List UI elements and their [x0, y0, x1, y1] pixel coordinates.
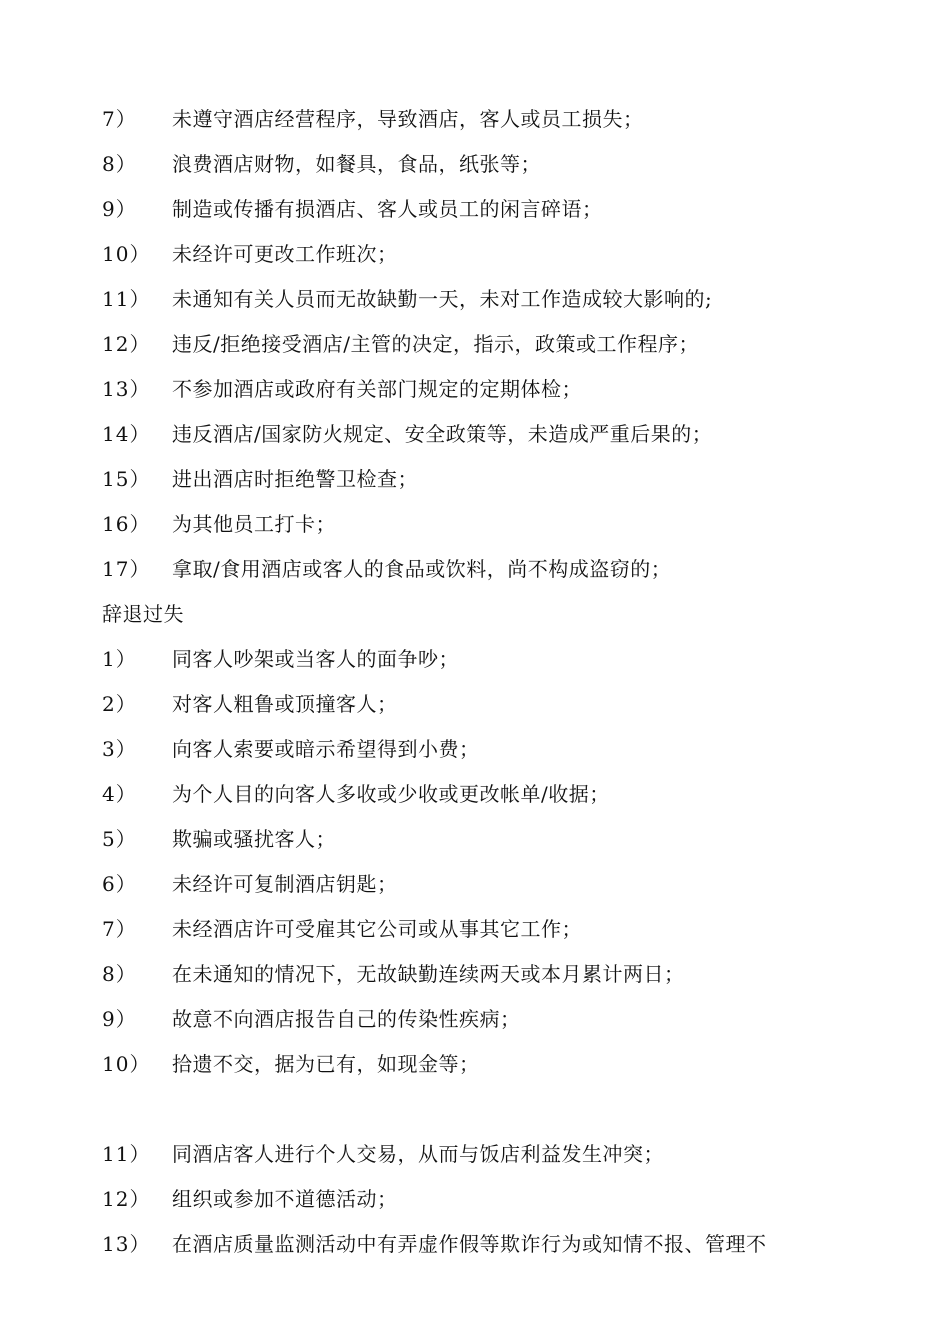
- item-number: 8）: [102, 152, 137, 176]
- item-number: 13）: [102, 377, 151, 401]
- item-number: 11）: [102, 1142, 151, 1166]
- item-text: 组织或参加不道德活动；: [172, 1187, 398, 1211]
- list-item: [102, 1042, 890, 1087]
- section-heading: 辞退过失: [102, 602, 184, 626]
- item-number: 14）: [102, 422, 151, 446]
- item-text: 未经酒店许可受雇其它公司或从事其它工作；: [172, 917, 582, 941]
- list-item: [102, 952, 890, 997]
- list-item: [102, 637, 890, 682]
- list-item: [102, 817, 890, 862]
- item-number: 7）: [102, 107, 137, 131]
- item-number: 3）: [102, 737, 137, 761]
- item-text: 不参加酒店或政府有关部门规定的定期体检；: [172, 377, 582, 401]
- item-text: 未经许可更改工作班次；: [172, 242, 398, 266]
- item-number: 16）: [102, 512, 151, 536]
- item-number: 12）: [102, 332, 151, 356]
- item-number: 10）: [102, 1052, 151, 1076]
- item-number: 6）: [102, 872, 137, 896]
- item-text: 向客人索要或暗示希望得到小费；: [172, 737, 480, 761]
- item-number: 5）: [102, 827, 137, 851]
- list-item: [102, 772, 890, 817]
- item-text: 制造或传播有损酒店、客人或员工的闲言碎语；: [172, 197, 603, 221]
- list-item: [102, 547, 890, 592]
- list-item: [102, 1222, 890, 1267]
- list-item: [102, 97, 890, 142]
- item-number: 8）: [102, 962, 137, 986]
- list-item: [102, 862, 890, 907]
- item-number: 9）: [102, 1007, 137, 1031]
- item-text: 对客人粗鲁或顶撞客人；: [172, 692, 398, 716]
- item-number: 17）: [102, 557, 151, 581]
- list-item: [102, 277, 890, 322]
- item-text: 同客人吵架或当客人的面争吵；: [172, 647, 459, 671]
- list-item: [102, 412, 890, 457]
- item-text: 拿取/食用酒店或客人的食品或饮料，尚不构成盗窃的；: [172, 557, 672, 581]
- item-number: 15）: [102, 467, 151, 491]
- item-text: 在酒店质量监测活动中有弄虚作假等欺诈行为或知情不报、管理不: [172, 1232, 767, 1256]
- item-text: 故意不向酒店报告自己的传染性疾病；: [172, 1007, 521, 1031]
- list-item: [102, 367, 890, 412]
- item-text: 浪费酒店财物，如餐具，食品，纸张等；: [172, 152, 541, 176]
- item-text: 未经许可复制酒店钥匙；: [172, 872, 398, 896]
- item-text: 未遵守酒店经营程序，导致酒店，客人或员工损失；: [172, 107, 644, 131]
- item-number: 7）: [102, 917, 137, 941]
- list-item: [102, 502, 890, 547]
- item-text: 同酒店客人进行个人交易，从而与饭店利益发生冲突；: [172, 1142, 664, 1166]
- item-text: 违反/拒绝接受酒店/主管的决定，指示，政策或工作程序；: [172, 332, 699, 356]
- item-text: 未通知有关人员而无故缺勤一天，未对工作造成较大影响的;: [172, 287, 713, 311]
- list-item: [102, 727, 890, 772]
- list-item: [102, 142, 890, 187]
- item-text: 为个人目的向客人多收或少收或更改帐单/收据；: [172, 782, 610, 806]
- item-number: 9）: [102, 197, 137, 221]
- item-text: 在未通知的情况下，无故缺勤连续两天或本月累计两日；: [172, 962, 685, 986]
- list-item: [102, 907, 890, 952]
- item-number: 2）: [102, 692, 137, 716]
- list-item: [102, 1132, 890, 1177]
- item-text: 为其他员工打卡；: [172, 512, 336, 536]
- list-item: [102, 997, 890, 1042]
- item-text: 拾遗不交，据为已有，如现金等；: [172, 1052, 480, 1076]
- item-text: 欺骗或骚扰客人；: [172, 827, 336, 851]
- item-number: 10）: [102, 242, 151, 266]
- item-number: 4）: [102, 782, 137, 806]
- item-number: 13）: [102, 1232, 151, 1256]
- item-text: 进出酒店时拒绝警卫检查；: [172, 467, 418, 491]
- item-number: 11）: [102, 287, 151, 311]
- list-item: [102, 457, 890, 502]
- list-item: [102, 682, 890, 727]
- list-item: [102, 1177, 890, 1222]
- item-number: 1）: [102, 647, 137, 671]
- item-number: 12）: [102, 1187, 151, 1211]
- item-text: 违反酒店/国家防火规定、安全政策等，未造成严重后果的；: [172, 422, 713, 446]
- list-item: [102, 232, 890, 277]
- list-item: [102, 187, 890, 232]
- list-item: [102, 322, 890, 367]
